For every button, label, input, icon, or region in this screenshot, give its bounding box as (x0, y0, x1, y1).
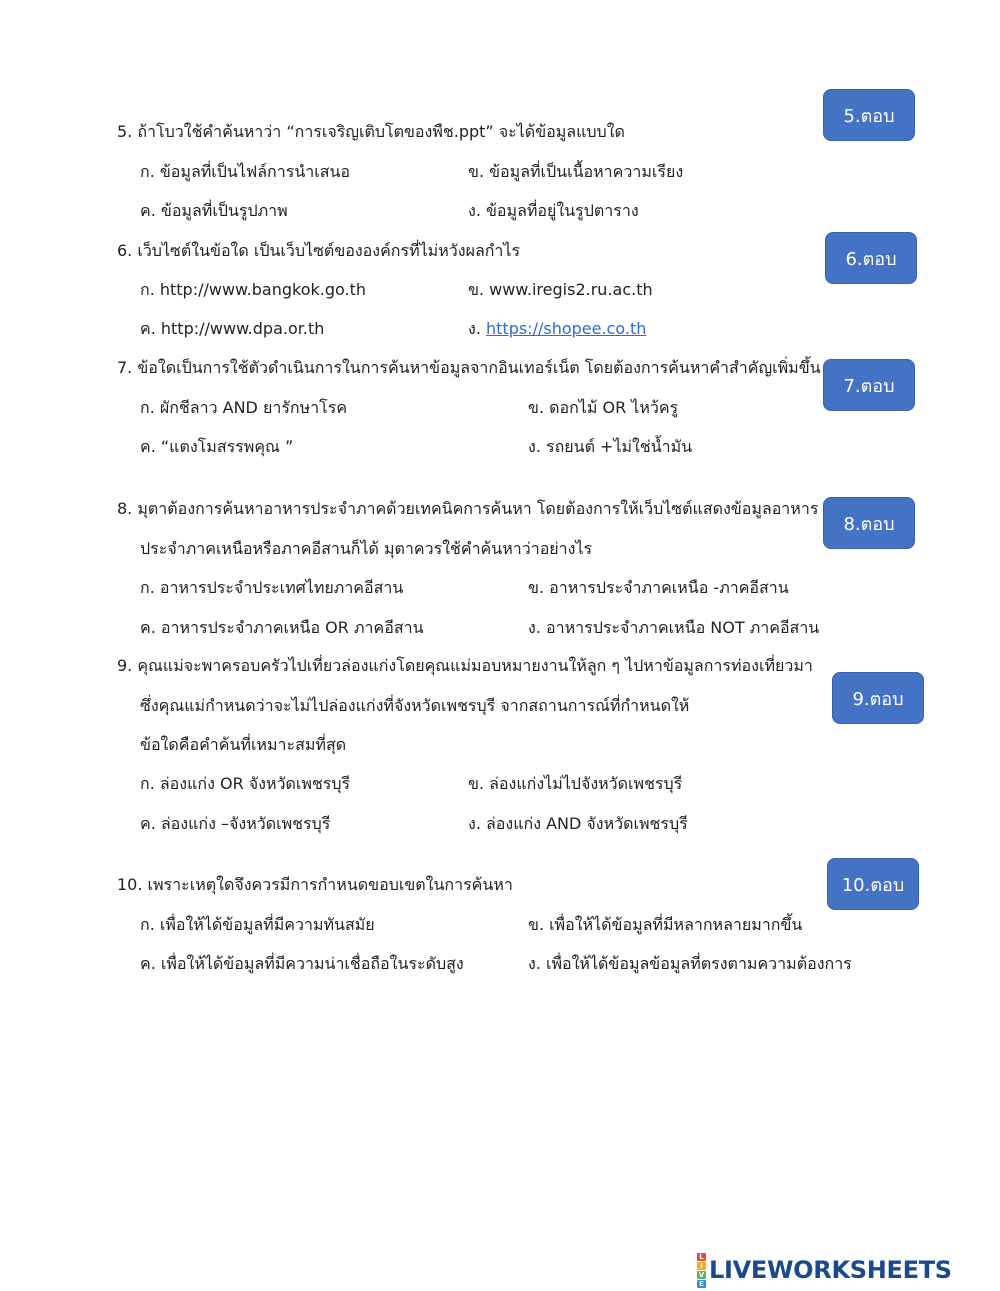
q7-option-a: ก. ผักชีลาว AND ยารักษาโรค (140, 398, 348, 417)
q5-option-b: ข. ข้อมูลที่เป็นเนื้อหาความเรียง (468, 162, 684, 181)
q10-option-c: ค. เพื่อให้ได้ข้อมูลที่มีความน่าเชื่อถือในระดับสูง (140, 954, 464, 973)
q9-option-a: ก. ล่องแก่ง OR จังหวัดเพชรบุรี (140, 774, 351, 793)
q6-option-c: ค. http://www.dpa.or.th (140, 319, 325, 338)
q6-option-d (468, 317, 646, 341)
answer-button-7[interactable]: 7.ตอบ (823, 359, 915, 411)
q5-option-c: ค. ข้อมูลที่เป็นรูปภาพ (140, 201, 288, 220)
question-6-text: 6. เว็บไซต์ในข้อใด เป็นเว็บไซต์ขององค์กรที่ไม่หวังผลกำไร (117, 241, 521, 260)
question-7-text: 7. ข้อใดเป็นการใช้ตัวดำเนินการในการค้นหาข้อมูลจากอินเทอร์เน็ต โดยต้องการค้นหาคำสำคัญเพิ่มขึ้น (117, 358, 821, 377)
liveworksheets-logo-icon (697, 1253, 706, 1288)
question-5-text: 5. ถ้าโบวใช้คำค้นหาว่า “การเจริญเติบโตของพืช.ppt” จะได้ข้อมูลแบบใด (117, 122, 625, 141)
q9-option-b: ข. ล่องแก่งไม่ไปจังหวัดเพชรบุรี (468, 774, 683, 793)
liveworksheets-logo (697, 1252, 952, 1288)
question-9-text-cont-2: ข้อใดคือคำค้นที่เหมาะสมที่สุด (140, 735, 347, 754)
answer-button-6[interactable]: 6.ตอบ (825, 232, 917, 284)
q8-option-a: ก. อาหารประจำประเทศไทยภาคอีสาน (140, 578, 404, 597)
question-9-text-cont-1: ซึ่งคุณแม่กำหนดว่าจะไม่ไปล่องแก่งที่จังหวัดเพชรบุรี จากสถานการณ์ที่กำหนดให้ (140, 696, 690, 715)
q8-option-c: ค. อาหารประจำภาคเหนือ OR ภาคอีสาน (140, 618, 424, 637)
q9-option-c: ค. ล่องแก่ง –จังหวัดเพชรบุรี (140, 814, 331, 833)
q6-option-b: ข. www.iregis2.ru.ac.th (468, 280, 653, 299)
q6-option-d-prefix: ง. (468, 319, 481, 338)
q10-option-b: ข. เพื่อให้ได้ข้อมูลที่มีหลากหลายมากขึ้น (528, 915, 803, 934)
q10-option-d: ง. เพื่อให้ได้ข้อมูลข้อมูลที่ตรงตามความต้องการ (528, 954, 852, 973)
logo-letter-l: L (697, 1253, 706, 1261)
answer-button-8[interactable]: 8.ตอบ (823, 497, 915, 549)
answer-button-5[interactable]: 5.ตอบ (823, 89, 915, 141)
q7-option-c: ค. “แตงโมสรรพคุณ ” (140, 437, 294, 456)
answer-button-9[interactable]: 9.ตอบ (832, 672, 924, 724)
q5-option-d: ง. ข้อมูลที่อยู่ในรูปตาราง (468, 201, 639, 220)
q8-option-b: ข. อาหารประจำภาคเหนือ -ภาคอีสาน (528, 578, 789, 597)
liveworksheets-wordmark: LIVEWORKSHEETS (709, 1256, 952, 1284)
q5-option-a: ก. ข้อมูลที่เป็นไฟล์การนำเสนอ (140, 162, 351, 181)
q10-option-a: ก. เพื่อให้ได้ข้อมูลที่มีความทันสมัย (140, 915, 375, 934)
question-8-text: 8. มุตาต้องการค้นหาอาหารประจำภาคด้วยเทคนิคการค้นหา โดยต้องการให้เว็บไซต์แสดงข้อมูลอาหาร (117, 499, 819, 518)
answer-button-10[interactable]: 10.ตอบ (827, 858, 919, 910)
q7-option-b: ข. ดอกไม้ OR ไหว้ครู (528, 398, 679, 417)
question-10-text: 10. เพราะเหตุใดจึงควรมีการกำหนดขอบเขตในการค้นหา (117, 875, 513, 894)
logo-letter-i: I (697, 1262, 706, 1270)
question-9-text: 9. คุณแม่จะพาครอบครัวไปเที่ยวล่องแก่งโดยคุณแม่มอบหมายงานให้ลูก ๆ ไปหาข้อมูลการท่องเที่ยวมา (117, 656, 813, 675)
q7-option-d: ง. รถยนต์ +ไม่ใช่น้ำมัน (528, 437, 693, 456)
question-8-text-cont: ประจำภาคเหนือหรือภาคอีสานก็ได้ มุตาควรใช้คำค้นหาว่าอย่างไร (140, 539, 593, 558)
q6-option-a: ก. http://www.bangkok.go.th (140, 280, 367, 299)
logo-letter-v: V (698, 1270, 705, 1279)
shopee-link[interactable]: https://shopee.co.th (486, 319, 647, 338)
logo-letter-e: E (697, 1280, 706, 1288)
q8-option-d: ง. อาหารประจำภาคเหนือ NOT ภาคอีสาน (528, 618, 820, 637)
q9-option-d: ง. ล่องแก่ง AND จังหวัดเพชรบุรี (468, 814, 688, 833)
